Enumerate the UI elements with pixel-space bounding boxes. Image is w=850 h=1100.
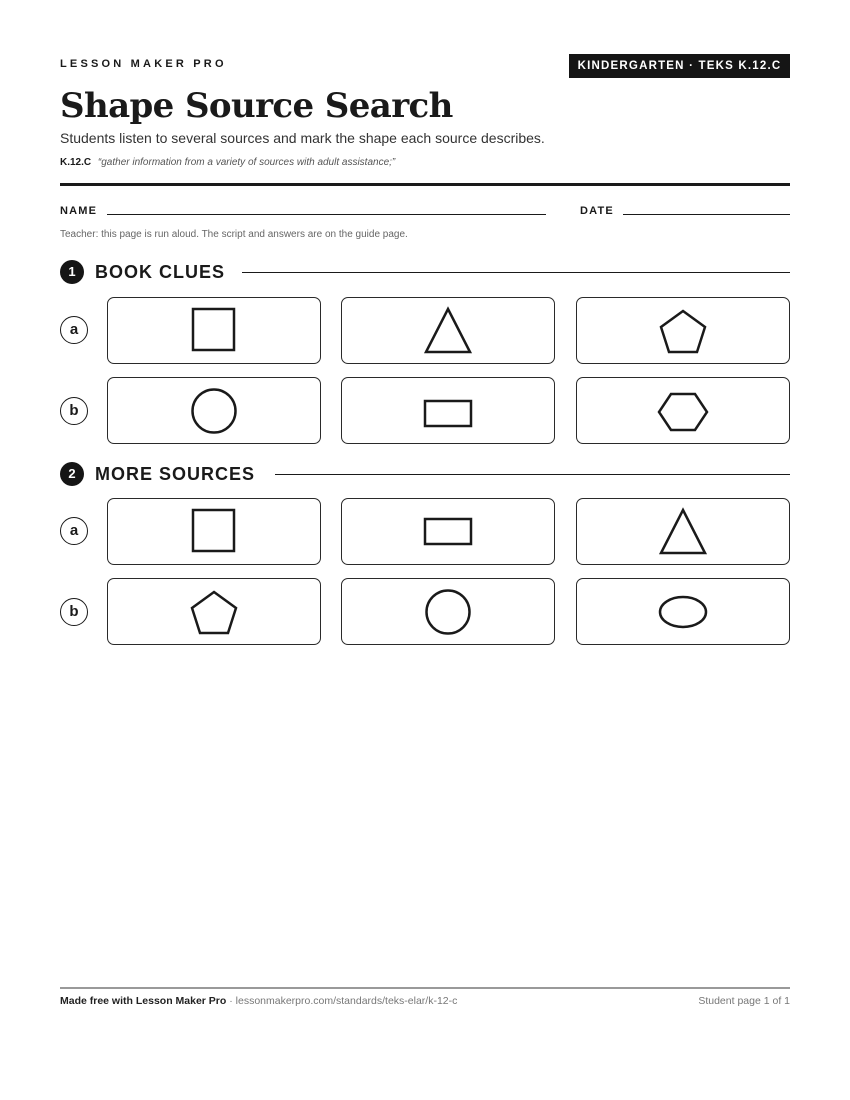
section-rule xyxy=(275,474,790,475)
footer-url[interactable]: · lessonmakerpro.com/standards/teks-elar/k-12-c xyxy=(226,995,458,1007)
section-title: BOOK CLUES xyxy=(95,262,226,282)
footer-divider xyxy=(60,987,790,989)
row-label-b: b xyxy=(60,598,88,626)
circle-icon xyxy=(418,584,478,639)
name-line[interactable] xyxy=(107,214,546,215)
page-subtitle: Students listen to several sources and mark the shape each source describes. xyxy=(60,130,545,146)
answer-card[interactable] xyxy=(341,297,555,364)
grade-standard-badge: KINDERGARTEN · TEKS K.12.C xyxy=(569,54,790,78)
teacher-note: Teacher: this page is run aloud. The script and answers are on the guide page. xyxy=(60,229,408,240)
hexagon-icon xyxy=(653,383,713,438)
circle-icon xyxy=(184,383,244,438)
name-label: NAME xyxy=(60,205,98,217)
header-divider xyxy=(60,183,790,186)
square-icon xyxy=(184,303,244,358)
pentagon-icon xyxy=(184,584,244,639)
triangle-icon xyxy=(653,504,713,559)
page-title: Shape Source Search xyxy=(60,86,453,126)
answer-card[interactable] xyxy=(107,297,321,364)
answer-card[interactable] xyxy=(107,377,321,444)
standard-reference xyxy=(60,157,395,168)
answer-card[interactable] xyxy=(341,377,555,444)
date-line[interactable] xyxy=(623,214,790,215)
triangle-icon xyxy=(418,303,478,358)
standard-code: K.12.C xyxy=(60,157,92,168)
footer-page-number: Student page 1 of 1 xyxy=(698,995,790,1007)
answer-card[interactable] xyxy=(341,498,555,565)
square-icon xyxy=(184,504,244,559)
section-number: 2 xyxy=(60,462,84,486)
section-rule xyxy=(242,272,790,273)
row-label-b: b xyxy=(60,397,88,425)
brand-name: LESSON MAKER PRO xyxy=(60,58,227,70)
section-number: 1 xyxy=(60,260,84,284)
pentagon-icon xyxy=(653,303,713,358)
answer-card[interactable] xyxy=(576,377,790,444)
standard-text: “gather information from a variety of sources with adult assistance;” xyxy=(97,157,396,168)
section-more-sources xyxy=(60,461,790,487)
date-label: DATE xyxy=(580,205,614,217)
answer-card[interactable] xyxy=(576,297,790,364)
footer-made-with: Made free with Lesson Maker Pro xyxy=(60,995,227,1007)
footer-credit xyxy=(60,995,457,1007)
row-label-a: a xyxy=(60,316,88,344)
answer-card[interactable] xyxy=(576,498,790,565)
answer-card[interactable] xyxy=(576,578,790,645)
section-book-clues xyxy=(60,259,790,285)
rectangle-icon xyxy=(418,383,478,438)
answer-card[interactable] xyxy=(341,578,555,645)
answer-card[interactable] xyxy=(107,498,321,565)
rectangle-icon xyxy=(418,504,478,559)
answer-card[interactable] xyxy=(107,578,321,645)
section-title: MORE SOURCES xyxy=(95,464,256,484)
oval-icon xyxy=(653,584,713,639)
row-label-a: a xyxy=(60,517,88,545)
